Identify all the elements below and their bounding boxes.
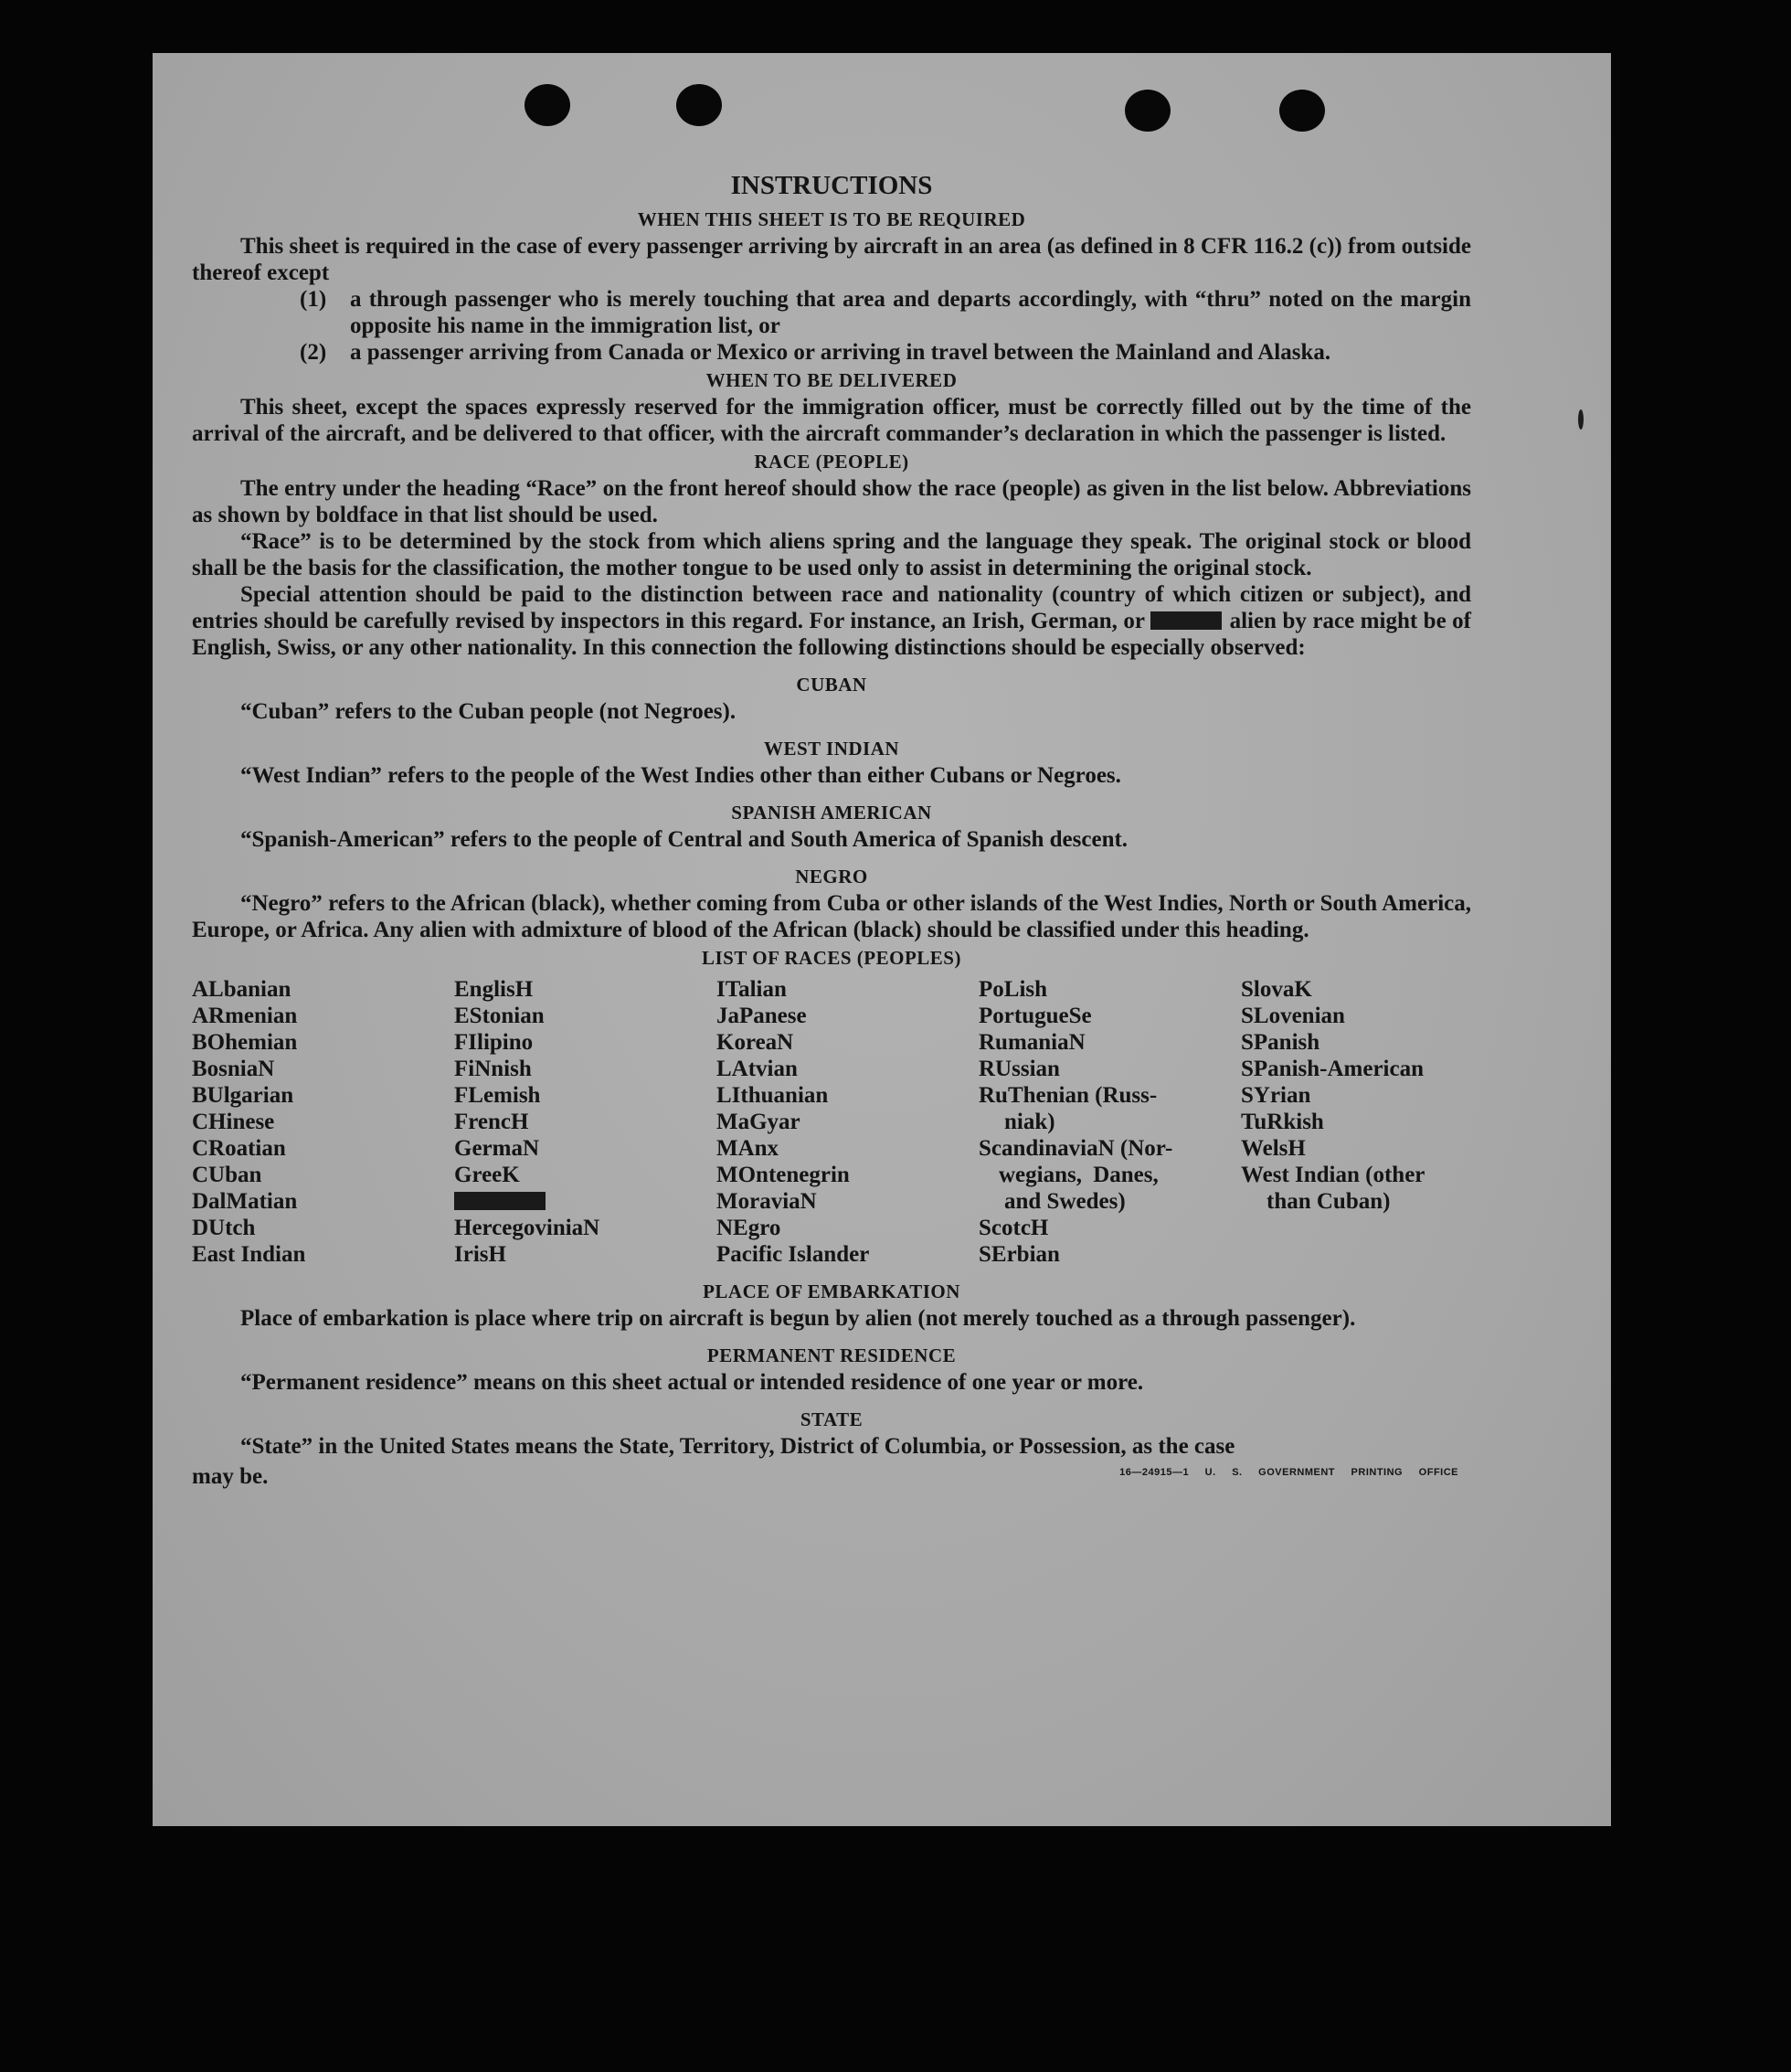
- race-entry: FrencH: [454, 1110, 529, 1134]
- race-paragraph-3-continued: alien by race might be of English, Swiss, or any other nationality. In this connection the following distinctions should be especially observed:: [192, 609, 1472, 660]
- race-list: [192, 976, 1471, 1268]
- list-item: [300, 339, 1471, 366]
- embarkation-text: Place of embarkation is place where trip on aircraft is begun by alien (not merely touched as a through passenger).: [240, 1306, 1356, 1331]
- cuban-text: “Cuban” refers to the Cuban people (not Negroes).: [240, 699, 737, 724]
- race-entry: LAtvian: [716, 1057, 798, 1081]
- race-entry: ALbanian: [192, 977, 291, 1002]
- race-entry: PortugueSe: [979, 1004, 1092, 1028]
- race-entry: CRoatian: [192, 1136, 286, 1161]
- section-heading-delivered: WHEN TO BE DELIVERED: [705, 369, 958, 391]
- item-text: a passenger arriving from Canada or Mexico or arriving in travel between the Mainland and Alaska.: [350, 340, 1331, 365]
- race-entry: EnglisH: [454, 977, 534, 1002]
- item-number: (1): [300, 287, 327, 312]
- document-sheet: [153, 53, 1611, 1826]
- section-heading-required: WHEN THIS SHEET IS TO BE REQUIRED: [637, 208, 1026, 230]
- race-entry: SlovaK: [1241, 977, 1312, 1002]
- section-heading-west-indian: WEST INDIAN: [763, 738, 900, 760]
- race-entry: CUban: [192, 1163, 262, 1187]
- race-entry: GreeK: [454, 1163, 520, 1187]
- race-entry: JaPanese: [716, 1004, 807, 1028]
- section-heading-spanish-american: SPANISH AMERICAN: [731, 802, 932, 823]
- race-entry: PoLish: [979, 977, 1048, 1002]
- race-entry: BUlgarian: [192, 1083, 294, 1108]
- item-text: a through passenger who is merely touching that area and departs accordingly, with “thru” noted on the margin opposite his name in the immigration list, or: [350, 287, 1471, 338]
- race-entry: MaGyar: [716, 1110, 800, 1134]
- race-entry: ARmenian: [192, 1004, 298, 1028]
- printing-office-code: 16—24915—1 U. S. GOVERNMENT PRINTING OFFICE: [1119, 1467, 1458, 1478]
- race-entry-redacted: [454, 1188, 716, 1215]
- section-heading-state: STATE: [800, 1408, 864, 1430]
- race-entry: SPanish: [1241, 1030, 1320, 1055]
- race-column: [979, 976, 1241, 1268]
- race-column: [192, 976, 454, 1268]
- section-heading-residence: PERMANENT RESIDENCE: [706, 1344, 957, 1366]
- state-text: “State” in the United States means the State, Territory, District of Columbia, or Possession, as the case: [240, 1434, 1235, 1459]
- race-entry-continued: wegians, Danes,: [999, 1163, 1159, 1187]
- race-entry: CHinese: [192, 1110, 275, 1134]
- race-entry-continued: than Cuban): [1266, 1189, 1391, 1214]
- race-entry: RUssian: [979, 1057, 1060, 1081]
- section-heading-list-of-races: LIST OF RACES (PEOPLES): [702, 947, 961, 969]
- race-entry: ScotcH: [979, 1216, 1049, 1240]
- race-entry: FIlipino: [454, 1030, 534, 1055]
- race-entry: MAnx: [716, 1136, 779, 1161]
- race-entry: LIthuanian: [716, 1083, 829, 1108]
- race-entry: BosniaN: [192, 1057, 275, 1081]
- section-heading-cuban: CUBAN: [796, 674, 867, 696]
- race-entry: East Indian: [192, 1242, 306, 1267]
- redaction-mark: [454, 1192, 546, 1210]
- race-column: [454, 976, 716, 1268]
- race-entry: TuRkish: [1241, 1110, 1324, 1134]
- ink-speck: [1578, 409, 1584, 430]
- race-entry: KoreaN: [716, 1030, 794, 1055]
- section-heading-race: RACE (PEOPLE): [754, 451, 909, 473]
- race-entry: West Indian (other: [1241, 1163, 1425, 1187]
- race-entry: BOhemian: [192, 1030, 298, 1055]
- race-entry: HercegoviniaN: [454, 1216, 600, 1240]
- race-entry: RumaniaN: [979, 1030, 1086, 1055]
- race-entry: FiNnish: [454, 1057, 532, 1081]
- delivered-text: This sheet, except the spaces expressly reserved for the immigration officer, must be correctly filled out by the time of the arrival of the aircraft, and be delivered to that officer, with the aircraft commander’s declaration in which the passenger is listed.: [192, 395, 1471, 446]
- race-column: [716, 976, 979, 1268]
- race-entry: SLovenian: [1241, 1004, 1345, 1028]
- race-entry: GermaN: [454, 1136, 540, 1161]
- negro-text: “Negro” refers to the African (black), whether coming from Cuba or other islands of the West Indies, North or South America, Europe, or Africa. Any alien with admixture of blood of the African (black) should be classified under this heading.: [192, 891, 1471, 942]
- race-entry: SPanish-American: [1241, 1057, 1424, 1081]
- race-paragraph-3-text: Special attention should be paid to the distinction between race and nationality (country of which citizen or subject), and entries should be carefully revised by inspectors in this regard. For instance, an Irish, German, or: [192, 582, 1471, 633]
- section-heading-embarkation: PLACE OF EMBARKATION: [703, 1280, 960, 1302]
- state-text-footer-line: [192, 1460, 1471, 1490]
- race-entry-continued: and Swedes): [1004, 1189, 1126, 1214]
- section-heading-negro: NEGRO: [795, 866, 868, 887]
- race-entry: NEgro: [716, 1216, 781, 1240]
- race-paragraph-2: “Race” is to be determined by the stock from which aliens spring and the language they speak. The original stock or blood shall be the basis for the classification, the mother tongue to be used only to assist in determining the original stock.: [192, 529, 1471, 580]
- item-number: (2): [300, 340, 327, 365]
- punch-hole: [676, 84, 722, 126]
- west-indian-text: “West Indian” refers to the people of the West Indies other than either Cubans or Negroes.: [240, 763, 1121, 788]
- race-column: [1241, 976, 1471, 1268]
- state-text-end: may be.: [192, 1464, 269, 1489]
- instructions-content: [192, 170, 1471, 1490]
- punch-hole: [525, 84, 570, 126]
- race-entry: ITalian: [716, 977, 787, 1002]
- list-item: [300, 286, 1471, 339]
- punch-hole: [1125, 90, 1171, 132]
- race-paragraph-1: The entry under the heading “Race” on the front hereof should show the race (people) as given in the list below. Abbreviations as shown by boldface in that list should be used.: [192, 476, 1471, 527]
- race-entry: DUtch: [192, 1216, 256, 1240]
- residence-text: “Permanent residence” means on this sheet actual or intended residence of one year or more.: [240, 1370, 1144, 1395]
- punch-hole: [1279, 90, 1325, 132]
- spanish-american-text: “Spanish-American” refers to the people of Central and South America of Spanish descent.: [240, 827, 1129, 852]
- redaction-mark: [1150, 611, 1222, 630]
- race-entry: SErbian: [979, 1242, 1060, 1267]
- race-entry: IrisH: [454, 1242, 506, 1267]
- race-entry: SYrian: [1241, 1083, 1311, 1108]
- race-entry: EStonian: [454, 1004, 545, 1028]
- race-entry: MoraviaN: [716, 1189, 817, 1214]
- required-intro: This sheet is required in the case of every passenger arriving by aircraft in an area (as defined in 8 CFR 116.2 (c)) from outside thereof except: [192, 234, 1471, 285]
- race-entry: FLemish: [454, 1083, 541, 1108]
- page-title: INSTRUCTIONS: [730, 171, 933, 200]
- race-entry: MOntenegrin: [716, 1163, 850, 1187]
- race-entry: DalMatian: [192, 1189, 298, 1214]
- race-entry: RuThenian (Russ-: [979, 1083, 1158, 1108]
- race-paragraph-3: [192, 581, 1471, 661]
- race-entry: ScandinaviaN (Nor-: [979, 1136, 1173, 1161]
- race-entry: WelsH: [1241, 1136, 1306, 1161]
- race-entry: Pacific Islander: [716, 1242, 870, 1267]
- race-entry-continued: niak): [1004, 1110, 1055, 1134]
